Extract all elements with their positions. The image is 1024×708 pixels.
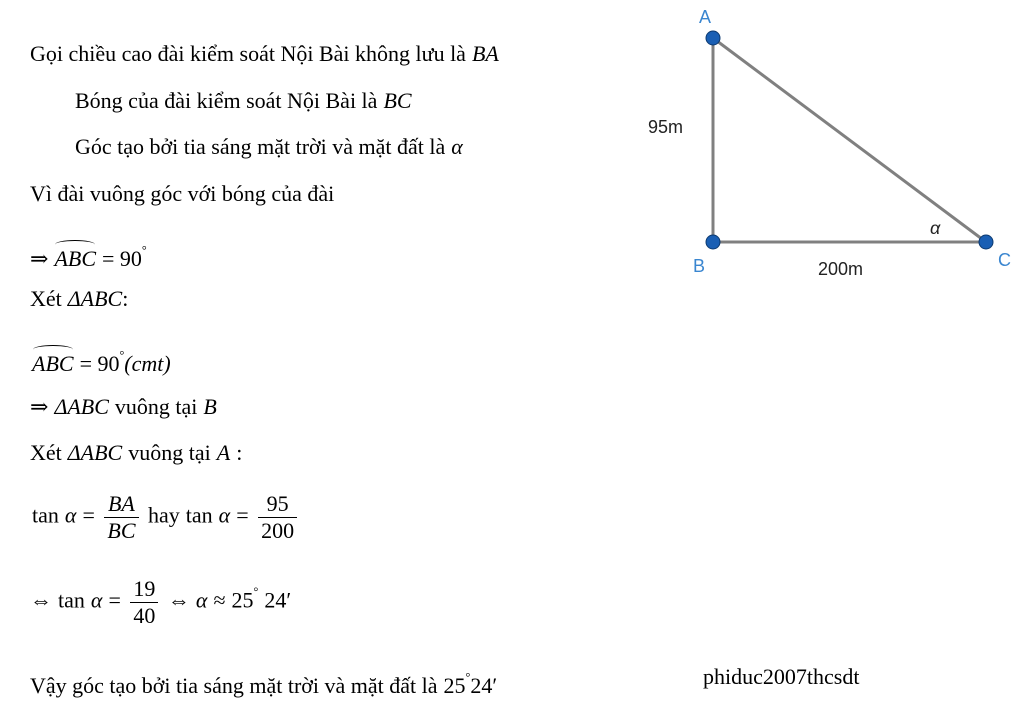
- line-2-math: BC: [383, 88, 412, 113]
- line-3-math: α: [451, 134, 463, 159]
- line-10-alpha-2: α: [218, 502, 231, 528]
- line-5-eq: = 90: [102, 246, 142, 271]
- line-7-eq: = 90: [79, 351, 120, 376]
- line-9-math: ΔABC: [67, 440, 123, 465]
- label-b: B: [693, 256, 706, 276]
- line-6-text: Xét: [30, 286, 62, 311]
- line-10-eq-2: =: [236, 502, 249, 528]
- point-a: [706, 31, 720, 45]
- line-9-text: Xét: [30, 440, 62, 465]
- line-2-text: Bóng của đài kiểm soát Nội Bài là: [75, 88, 378, 113]
- line-11-tan: tan: [58, 587, 85, 613]
- line-9-text2: vuông tại: [128, 440, 211, 465]
- signature-text: phiduc2007thcsdt: [703, 664, 860, 689]
- line-11-minutes: 24′: [264, 587, 292, 613]
- line-11-alpha: α: [90, 587, 103, 613]
- line-6-colon: :: [122, 286, 129, 311]
- line-11-alpha-2: α: [195, 587, 208, 613]
- line-9-colon: :: [236, 440, 243, 465]
- line-10-denominator-2: 200: [261, 518, 295, 543]
- line-11-equiv: ⇔: [30, 587, 52, 613]
- line-10-denominator-1: BC: [107, 518, 136, 543]
- line-1-math: BA: [471, 41, 499, 66]
- side-ac: [713, 38, 986, 242]
- line-8-math: ΔABC: [54, 394, 109, 419]
- angle-alpha-label: α: [930, 218, 941, 238]
- line-12-degree-sign: °: [465, 670, 471, 684]
- line-11-degree-value: 25: [231, 587, 254, 613]
- line-7-note: (cmt): [124, 351, 171, 376]
- line-11-numerator: 19: [130, 576, 158, 603]
- line-8-point: B: [203, 394, 217, 419]
- line-11-denominator: 40: [133, 603, 156, 628]
- line-4-text: Vì đài vuông góc với bóng của đài: [30, 181, 335, 206]
- line-8-text: vuông tại: [114, 394, 198, 419]
- line-7-degree-sign: °: [119, 348, 125, 362]
- line-7-angle: ABC: [32, 351, 74, 376]
- line-3-text: Góc tạo bởi tia sáng mặt trời và mặt đất là: [75, 134, 446, 159]
- line-9-point: A: [216, 440, 231, 465]
- line-12-text: Vậy góc tạo bởi tia sáng mặt trời và mặt đất là: [30, 673, 438, 698]
- line-5-angle: ABC: [54, 246, 96, 271]
- line-8-implies: ⇒: [30, 394, 49, 419]
- side-ab-label: 95m: [648, 117, 684, 137]
- line-11-eq: =: [108, 587, 121, 613]
- side-bc-label: 200m: [818, 259, 864, 279]
- line-6-math: ΔABC: [67, 286, 123, 311]
- line-11-equiv-2: ⇔: [167, 587, 190, 613]
- point-c: [979, 235, 993, 249]
- line-10-hay: hay: [148, 502, 180, 528]
- line-5-degree-sign: °: [141, 243, 147, 257]
- line-11-degree-sign: °: [253, 584, 259, 599]
- line-10-tan-2: tan: [185, 502, 213, 528]
- line-12-degree-value: 25: [443, 673, 466, 698]
- line-11-approx: ≈: [213, 587, 226, 613]
- line-10-numerator-2: 95: [258, 491, 297, 518]
- line-10-tan: tan: [32, 502, 59, 528]
- point-b: [706, 235, 720, 249]
- label-c: C: [998, 250, 1011, 270]
- line-10-eq: =: [82, 502, 95, 528]
- label-a: A: [699, 7, 712, 27]
- line-1-text: Gọi chiều cao đài kiểm soát Nội Bài không lưu là: [30, 41, 466, 66]
- line-10-alpha: α: [64, 502, 77, 528]
- line-5-implies: ⇒: [30, 246, 49, 271]
- line-12-minutes: 24′: [470, 673, 498, 698]
- line-10-numerator-1: BA: [104, 491, 138, 518]
